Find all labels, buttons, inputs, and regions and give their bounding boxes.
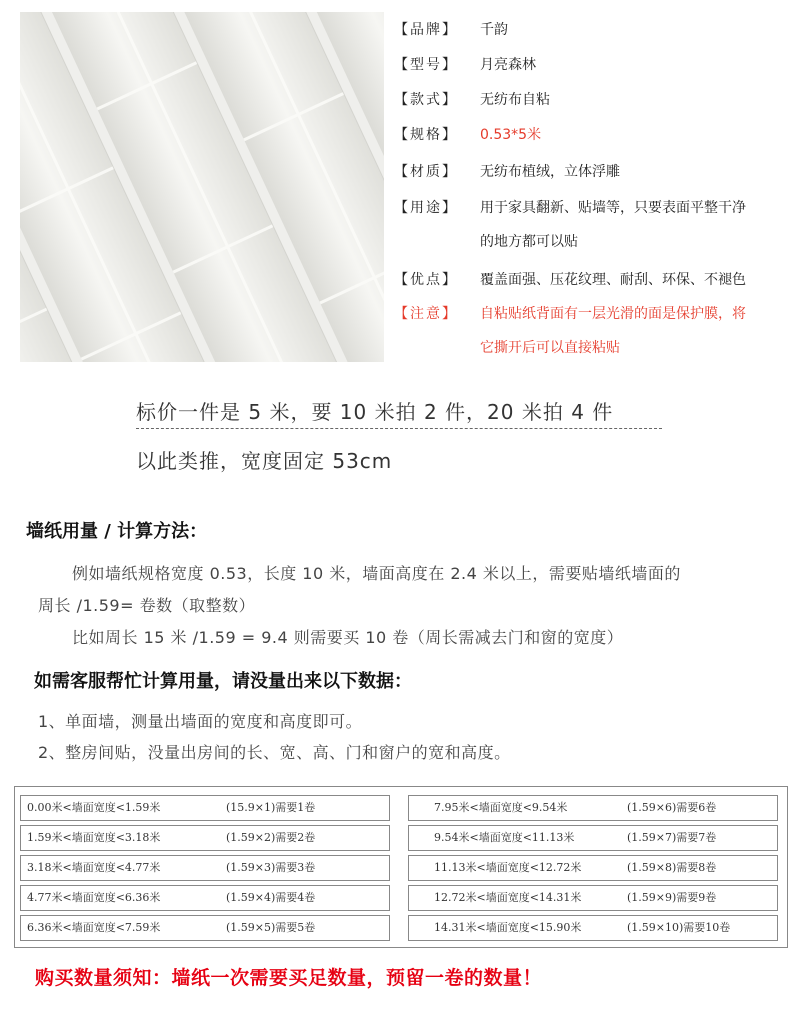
range-cell: 14.31米<墙面宽度<15.90米 [434,921,582,934]
table-row [20,855,390,881]
spec-key: 【优点】 [394,272,458,288]
rolls-cell: (1.59×7)需要7卷 [627,831,717,844]
table-row [408,855,778,881]
range-cell: 7.95米<墙面宽度<9.54米 [434,801,568,814]
rolls-cell: (1.59×5)需要5卷 [226,921,316,934]
spec-advantages [394,268,746,292]
help-item-1: 1、单面墙，测量出墙面的宽度和高度即可。 [38,712,363,731]
spec-value: 月亮森林 [480,57,536,73]
range-cell: 4.77米<墙面宽度<6.36米 [27,891,161,904]
spec-value: 覆盖面强、压花纹理、耐刮、环保、不褪色 [480,272,746,288]
spec-style [394,88,550,112]
range-cell: 0.00米<墙面宽度<1.59米 [27,801,161,814]
range-cell: 6.36米<墙面宽度<7.59米 [27,921,161,934]
spec-key: 【规格】 [394,127,458,143]
help-item-2: 2、整房间贴，没量出房间的长、宽、高、门和窗户的宽和高度。 [38,743,511,762]
range-cell: 11.13米<墙面宽度<12.72米 [434,861,582,874]
spec-value-cont: 的地方都可以贴 [480,234,578,250]
rolls-cell: (15.9×1)需要1卷 [226,801,316,814]
rolls-cell: (1.59×10)需要10卷 [627,921,731,934]
spec-value: 0.53*5米 [480,127,542,143]
dashed-divider [136,428,662,429]
spec-model [394,53,536,77]
rolls-cell: (1.59×2)需要2卷 [226,831,316,844]
spec-key: 【型号】 [394,57,458,73]
price-note: 标价一件是 5 米，要 10 米拍 2 件，20 米拍 4 件 [136,400,614,424]
table-row [408,915,778,941]
calc-heading: 墙纸用量 / 计算方法： [26,521,208,542]
rolls-cell: (1.59×4)需要4卷 [226,891,316,904]
usage-table [14,786,788,948]
range-cell: 12.72米<墙面宽度<14.31米 [434,891,582,904]
width-note: 以此类推，宽度固定 53cm [136,449,393,473]
table-row [408,795,778,821]
spec-brand [394,18,508,42]
spec-value: 千韵 [480,22,508,38]
rolls-cell: (1.59×9)需要9卷 [627,891,717,904]
spec-value-cont: 它撕开后可以直接粘贴 [480,340,620,356]
spec-key: 【材质】 [394,164,458,180]
spec-key: 【品牌】 [394,22,458,38]
table-row [408,825,778,851]
spec-key: 【款式】 [394,92,458,108]
spec-material [394,160,620,184]
spec-value: 无纺布自粘 [480,92,550,108]
spec-notice [394,302,746,356]
spec-key: 【用途】 [394,200,458,216]
table-row [20,825,390,851]
table-row [20,915,390,941]
spec-value: 无纺布植绒，立体浮雕 [480,164,620,180]
range-cell: 9.54米<墙面宽度<11.13米 [434,831,575,844]
purchase-notice: 购买数量须知：墙纸一次需要买足数量，预留一卷的数量！ [35,967,543,989]
table-row [20,885,390,911]
spec-key: 【注意】 [394,306,458,322]
product-image [20,12,384,362]
rolls-cell: (1.59×3)需要3卷 [226,861,316,874]
calc-paragraph-2: 周长 /1.59= 卷数（取整数） [38,596,256,615]
spec-value: 用于家具翻新、贴墙等，只要表面平整干净 [480,200,746,216]
spec-usage [394,196,746,250]
spec-size [394,123,542,147]
table-row [408,885,778,911]
calc-paragraph-1: 例如墙纸规格宽度 0.53，长度 10 米，墙面高度在 2.4 米以上，需要贴墙纸墙面的 [72,564,681,583]
spec-value: 自粘贴纸背面有一层光滑的面是保护膜，将 [480,306,746,322]
calc-paragraph-3: 比如周长 15 米 /1.59 = 9.4 则需要买 10 卷（周长需减去门和窗的宽度） [72,628,624,647]
range-cell: 1.59米<墙面宽度<3.18米 [27,831,161,844]
table-row [20,795,390,821]
range-cell: 3.18米<墙面宽度<4.77米 [27,861,161,874]
help-heading: 如需客服帮忙计算用量，请没量出来以下数据： [34,671,412,692]
rolls-cell: (1.59×8)需要8卷 [627,861,717,874]
rolls-cell: (1.59×6)需要6卷 [627,801,717,814]
